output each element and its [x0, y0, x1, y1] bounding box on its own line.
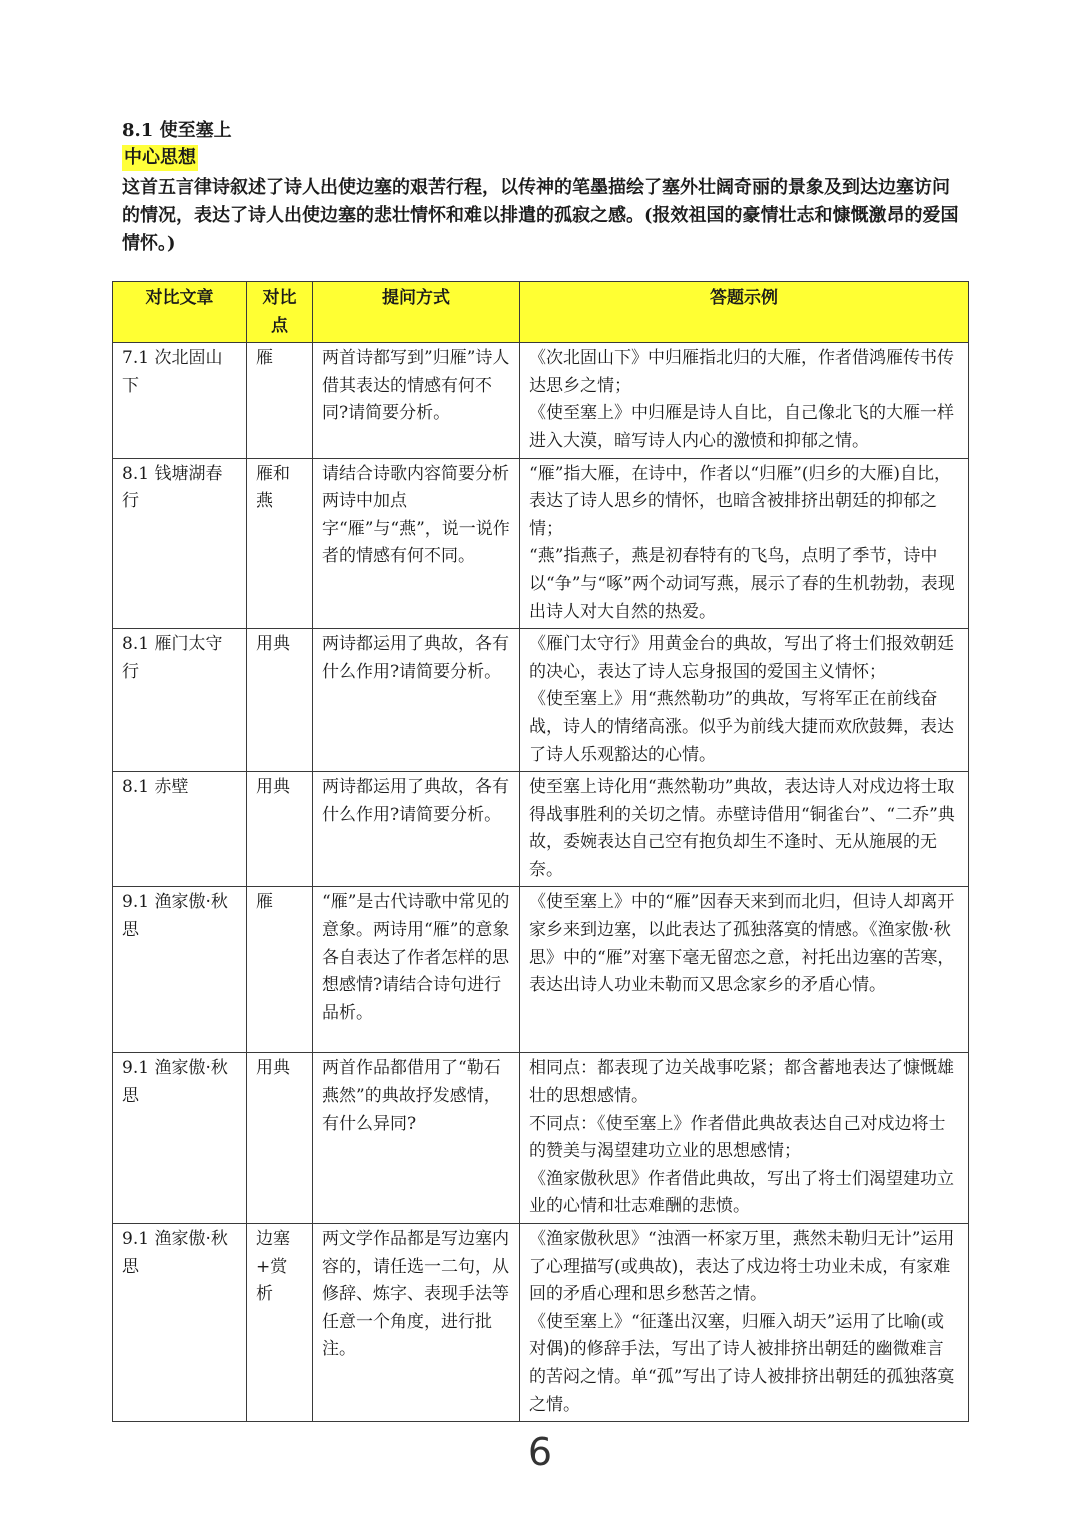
answer-line: 《渔家傲秋思》作者借此典故，写出了将士们渴望建功立业的心情和壮志难酬的悲愤。: [529, 1168, 954, 1217]
header-point: 对比点: [247, 282, 313, 343]
answer-cell: [520, 1053, 969, 1224]
question-cell: “雁”是古代诗歌中常见的意象。两诗用“雁”的意象各自表达了作者怎样的思想感情?请结合诗句进行品析。: [313, 887, 520, 1053]
table-row: [113, 1224, 969, 1422]
header-row: [113, 282, 969, 343]
point-cell: 雁和燕: [247, 458, 313, 629]
article-cell: 8.1 雁门太守行: [113, 629, 247, 772]
summary-paragraph: 这首五言律诗叙述了诗人出使边塞的艰苦行程，以传神的笔墨描绘了塞外壮阔奇丽的景象及到达边塞访问的情况，表达了诗人出使边塞的悲壮情怀和难以排遣的孤寂之感。(报效祖国的豪情壮志和慷慨激昂的爱国情怀。): [122, 177, 959, 254]
table-row: [113, 772, 969, 887]
article-cell: 8.1 赤壁: [113, 772, 247, 887]
point-cell: 雁: [247, 343, 313, 458]
question-cell: 两诗都运用了典故，各有什么作用?请简要分析。: [313, 772, 520, 887]
answer-line: 不同点：《使至塞上》作者借此典故表达自己对戍边将士的赞美与渴望建功立业的思想感情；: [529, 1113, 946, 1162]
answer-line: 《使至塞上》中的“雁”因春天来到而北归，但诗人却离开家乡来到边塞，以此表达了孤独落寞的情感。《渔家傲·秋思》中的“雁”对塞下毫无留恋之意，衬托出边塞的苦寒，表达出诗人功业未勒而又思念家乡的矛盾心情。: [529, 892, 955, 996]
answer-line: 《渔家傲秋思》“浊酒一杯家万里，燕然未勒归无计”运用了心理描写(或典故)，表达了戍边将士功业未成，有家难回的矛盾心理和思乡愁苦之情。: [529, 1229, 955, 1305]
table-row: [113, 343, 969, 458]
table-row: [113, 458, 969, 629]
question-cell: 两诗都运用了典故，各有什么作用?请简要分析。: [313, 629, 520, 772]
question-cell: 请结合诗歌内容简要分析两诗中加点字“雁”与“燕”，说一说作者的情感有何不同。: [313, 458, 520, 629]
comparison-table: [112, 281, 969, 1422]
answer-cell: [520, 629, 969, 772]
point-cell: 雁: [247, 887, 313, 1053]
table-row: [113, 629, 969, 772]
answer-cell: [520, 343, 969, 458]
answer-line: 《使至塞上》中归雁是诗人自比，自己像北飞的大雁一样进入大漠，暗写诗人内心的激愤和抑郁之情。: [529, 403, 954, 451]
header-article: 对比文章: [113, 282, 247, 343]
table-header: [113, 282, 969, 343]
header-answer: 答题示例: [520, 282, 969, 343]
point-cell: 用典: [247, 1053, 313, 1224]
question-cell: 两首诗都写到”归雁”诗人借其表达的情感有何不同?请简要分析。: [313, 343, 520, 458]
article-cell: 8.1 钱塘湖春行: [113, 458, 247, 629]
answer-line: “燕”指燕子，燕是初春特有的飞鸟，点明了季节，诗中以“争”与“啄”两个动词写燕，展示了春的生机勃勃，表现出诗人对大自然的热爱。: [529, 546, 955, 622]
point-cell: 边塞+赏析: [247, 1224, 313, 1422]
answer-line: 相同点：都表现了边关战事吃紧；都含蓄地表达了慷慨雄壮的思想感情。: [529, 1058, 954, 1107]
answer-line: 《使至塞上》用“燕然勒功”的典故，写将军正在前线奋战，诗人的情绪高涨。似乎为前线大捷而欢欣鼓舞，表达了诗人乐观豁达的心情。: [529, 689, 954, 765]
answer-line: 《使至塞上》“征蓬出汉塞，归雁入胡天”运用了比喻(或对偶)的修辞手法，写出了诗人被排挤出朝廷的幽微难言的苦闷之情。单“孤”写出了诗人被排挤出朝廷的孤独落寞之情。: [529, 1311, 955, 1415]
answer-line: 《雁门太守行》用黄金台的典故，写出了将士们报效朝廷的决心，表达了诗人忘身报国的爱国主义情怀；: [529, 634, 954, 682]
question-cell: 两文学作品都是写边塞内容的，请任选一二句，从修辞、炼字、表现手法等任意一个角度，进行批注。: [313, 1224, 520, 1422]
article-cell: 7.1 次北固山下: [113, 343, 247, 458]
answer-cell: [520, 1224, 969, 1422]
header-question: 提问方式: [313, 282, 520, 343]
point-cell: 用典: [247, 629, 313, 772]
answer-line: 《次北固山下》中归雁指北归的大雁，作者借鸿雁传书传达思乡之情；: [529, 348, 954, 396]
answer-cell: [520, 887, 969, 1053]
question-cell: 两首作品都借用了“勒石燕然”的典故抒发感情，有什么异同?: [313, 1053, 520, 1224]
answer-line: “雁”指大雁，在诗中，作者以“归雁”(归乡的大雁)自比，表达了诗人思乡的情怀，也暗含被排挤出朝廷的抑郁之情；: [529, 463, 952, 539]
article-cell: 9.1 渔家傲·秋思: [113, 887, 247, 1053]
article-cell: 9.1 渔家傲·秋思: [113, 1224, 247, 1422]
table-row: [113, 887, 969, 1053]
table-row: [113, 1053, 969, 1224]
article-cell: 9.1 渔家傲·秋思: [113, 1053, 247, 1224]
answer-cell: [520, 772, 969, 887]
point-cell: 用典: [247, 772, 313, 887]
answer-line: 使至塞上诗化用“燕然勒功”典故，表达诗人对戍边将士取得战事胜利的关切之情。赤壁诗借用“铜雀台”、“二乔”典故，委婉表达自己空有抱负却生不逢时、无从施展的无奈。: [529, 777, 955, 880]
highlighted-label: 中心思想: [122, 145, 198, 171]
table-body: [113, 343, 969, 1422]
section-title: 8.1 使至塞上: [122, 120, 232, 141]
page-number: 6: [527, 1430, 553, 1474]
answer-cell: [520, 458, 969, 629]
